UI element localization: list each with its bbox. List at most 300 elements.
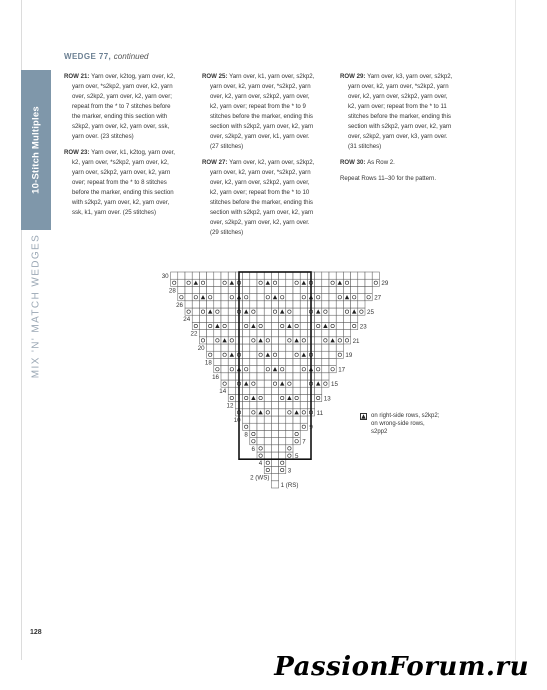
chart-cell [250,337,257,344]
row-text-line: over, k2, yarn over, s2kp2, yarn over, [348,93,448,100]
chart-cell [228,315,235,322]
chart-cell [279,423,286,430]
chart-cell [264,315,271,322]
row-text-line: section with s2kp2, yarn over, k2, yarn [210,209,314,216]
chart-cell [279,459,286,466]
chart-cell [257,286,264,293]
chart-cell [228,294,235,301]
chart-cell [250,330,257,337]
row-text-line: stitches before the marker, ending this [210,199,313,206]
row-label: ROW 25: [202,73,230,80]
chart-cell [243,286,250,293]
chart-cell [192,286,199,293]
chart-cell [250,409,257,416]
chart-cell [322,344,329,351]
chart-cell [286,351,293,358]
chart-cell [228,394,235,401]
chart-cell [264,337,271,344]
row-text-line: Yarn over, k2tog, yarn over, k2, [91,73,175,80]
chart-cell [279,438,286,445]
row-number-left: 18 [204,359,212,367]
row-number-left: 26 [176,301,183,309]
chart-cell [257,330,264,337]
chart-cell [264,301,271,308]
chart-cell [315,394,322,401]
instructions-column-2 [202,72,332,244]
chart-cell [315,358,322,365]
chart-cell [264,416,271,423]
chart-cell [286,409,293,416]
row-number-left: 30 [161,273,169,280]
chart-cell [264,394,271,401]
chart-cell [178,272,185,279]
chart-cell [293,416,300,423]
chart-cell [322,286,329,293]
chart-cell [250,380,257,387]
row-number-right: 9 [309,424,313,432]
chart-cell [271,337,278,344]
chart-cell [351,315,358,322]
chart-cell [257,272,264,279]
chart-cell [300,358,307,365]
chart-cell [264,322,271,329]
row-instruction [340,72,470,152]
chart-cell [264,294,271,301]
chart-cell [264,358,271,365]
row-text-line: (27 stitches) [210,143,244,150]
chart-cell [351,279,358,286]
row-text-line: s2kp2, yarn over, k2, yarn over, ssk, [72,123,170,130]
row-text-line: Yarn over, k2, yarn over, s2kp2, [229,159,315,166]
chart-cell [300,286,307,293]
chart-cell [221,330,228,337]
chart-cell [300,337,307,344]
chart-cell [264,286,271,293]
chart-cell [257,380,264,387]
chart-cell [271,445,278,452]
chart-cell [257,315,264,322]
chart-cell [286,423,293,430]
chart-cell [336,301,343,308]
wedge-continued: continued [113,52,149,61]
chart-cell [199,279,206,286]
row-text-line: over, s2kp2, yarn over, k2, yarn over. [210,219,310,226]
row-text-line: with s2kp2, yarn over, k2, yarn over, [72,199,170,206]
chart-cell [322,315,329,322]
chart-cell [286,358,293,365]
chart-cell [243,387,250,394]
chart-cell [243,330,250,337]
chart-cell [271,402,278,409]
chart-cell [214,337,221,344]
chart-cell [271,330,278,337]
chart-cell [322,380,329,387]
chart-cell [279,337,286,344]
row-instruction [64,148,194,218]
chart-cell [293,402,300,409]
chart-cell [264,380,271,387]
chart-cell [207,351,214,358]
chart-cell [315,344,322,351]
chart-cell [250,286,257,293]
chart-cell [221,286,228,293]
chart-cell [279,286,286,293]
chart-cell [293,286,300,293]
chart-cell [351,301,358,308]
chart-cell [358,272,365,279]
chart-cell [300,322,307,329]
chart-cell [315,315,322,322]
chart-cell [286,301,293,308]
row-text-line: yarn over, *s2kp2, yarn over, k2, yarn [72,83,173,90]
row-text-line: over, s2kp2, yarn over, k2, yarn over; [72,93,172,100]
row-number-right: 23 [359,323,367,331]
chart-cell [257,279,264,286]
chart-cell [293,394,300,401]
chart-cell [171,279,178,286]
chart-cell [336,286,343,293]
row-number-right: 13 [323,395,331,403]
chart-cell [336,315,343,322]
chart-cell [178,294,185,301]
chart-cell [351,322,358,329]
chart-cell [300,387,307,394]
row-number-right: 21 [352,337,360,345]
chart-cell [221,272,228,279]
chart-cell [358,286,365,293]
chart-cell [336,294,343,301]
chart-cell [199,272,206,279]
chart-cell [315,337,322,344]
chart-cell [199,286,206,293]
row-label: ROW 23: [64,149,92,156]
chart-cell [257,301,264,308]
chart-cell [315,330,322,337]
chart-cell [358,279,365,286]
chart-cell [343,272,350,279]
chart-cell [286,337,293,344]
chart-cell [279,452,286,459]
chart-cell [279,366,286,373]
row-number-right: 25 [367,309,374,316]
chart-cell [243,272,250,279]
chart-cell [250,315,257,322]
chart-cell [286,438,293,445]
row-number-left: 28 [168,287,176,295]
chart-cell [250,373,257,380]
row-number-right: 11 [316,409,324,417]
chart-cell [214,294,221,301]
chart-cell [315,373,322,380]
row-number-right: 27 [374,294,382,302]
row-number-left: 8 [244,431,248,439]
chart-cell [271,301,278,308]
chart-cell [329,358,336,365]
chart-cell [207,322,214,329]
wedge-heading [64,52,149,61]
chart-cell [271,380,278,387]
chart-cell [322,351,329,358]
chart-cell [293,315,300,322]
chart-cell [199,330,206,337]
chart-cell [343,279,350,286]
page-number: 128 [30,629,42,636]
chart-cell [279,394,286,401]
chart-cell [243,337,250,344]
chart-cell [264,466,271,473]
chart-cell [257,423,264,430]
chart-cell [228,337,235,344]
chart-cell [300,394,307,401]
row-instruction [340,174,470,184]
chart-cell [228,301,235,308]
chart-cell [300,380,307,387]
chart-cell [243,416,250,423]
chart-cell [343,322,350,329]
row-label: ROW 29: [340,73,368,80]
chart-cell [243,351,250,358]
chart-cell [214,344,221,351]
chart-cell [221,373,228,380]
chart-cell [279,373,286,380]
chart-cell [293,366,300,373]
chart-cell [271,308,278,315]
chart-cell [286,445,293,452]
chart-cell [199,308,206,315]
chapter-tab-label: 10-Stitch Multiples [30,106,42,194]
chart-cell [228,344,235,351]
row-number-right: 19 [345,352,353,360]
chart-cell [264,308,271,315]
chart-cell [279,466,286,473]
chart-cell [185,272,192,279]
chart-cell [257,322,264,329]
chart-cell [286,272,293,279]
chart-cell [257,366,264,373]
chart-cell [286,315,293,322]
chart-cell [264,438,271,445]
row-instruction [202,158,332,238]
chart-cell [221,301,228,308]
row-number-right: 1 (RS) [280,481,299,489]
chart-cell [264,452,271,459]
chart-cell [257,430,264,437]
row-text-line: repeat from the * to 7 stitches before [72,103,171,110]
chart-cell [293,279,300,286]
chart-cell [372,272,379,279]
row-number-left: 10 [233,417,241,424]
chart-cell [257,438,264,445]
chart-cell [264,430,271,437]
row-text-line: yarn over, s2kp2, yarn over, k2, yarn [72,169,171,176]
margin-rule [515,0,516,660]
chart-cell [329,315,336,322]
chart-cell [365,294,372,301]
chart-cell [250,294,257,301]
chart-cell [250,351,257,358]
chart-cell [322,294,329,301]
chart-cell [271,394,278,401]
row-number-left: 16 [212,373,219,381]
chart-cell [279,330,286,337]
row-text-line: over, k2, yarn over, s2kp2, yarn over, [210,93,310,100]
chart-cell [300,373,307,380]
chart-cell [315,322,322,329]
chart-cell [228,373,235,380]
row-text-line: Yarn over, k1, yarn over, s2kp2, [229,73,315,80]
chart-cell [365,272,372,279]
row-number-right: 7 [302,438,306,446]
chart-cell [279,351,286,358]
chart-cell [322,330,329,337]
chart-cell [322,366,329,373]
row-text-line: Yarn over, k3, yarn over, s2kp2, [367,73,453,80]
chart-cell [300,344,307,351]
chart-cell [286,380,293,387]
row-text-line: (31 stitches) [348,143,382,150]
chart-cell [257,387,264,394]
chart-cell [207,279,214,286]
chart-cell [315,351,322,358]
row-text-line: Yarn over, k1, k2tog, yarn over, [91,149,175,156]
chart-cell [286,286,293,293]
chart-cell [271,438,278,445]
row-text-line: the marker, ending this section with [72,113,168,120]
chart-cell [214,286,221,293]
row-text-line: k2, yarn over; repeat from the * to 11 [348,103,447,110]
chart-cell [365,279,372,286]
chart-cell [343,301,350,308]
chart-cell [286,373,293,380]
row-instruction [340,158,470,168]
chart-cell [243,279,250,286]
chart-cell [271,466,278,473]
chart-cell [329,322,336,329]
chart-cell [300,416,307,423]
chart-cell [329,279,336,286]
chart-cell [271,459,278,466]
chart-cell [214,272,221,279]
row-text-line: k2, yarn over; repeat from the * to 10 [210,189,310,196]
chart-cell [257,308,264,315]
chart-cell [214,315,221,322]
chart-cell [300,330,307,337]
chart-cell [264,330,271,337]
chart-cell [192,294,199,301]
row-text-line: over, k2, yarn over, s2kp2, yarn over, [210,179,310,186]
row-number-left: 24 [183,316,191,324]
chart-cell [228,366,235,373]
chart-cell [329,308,336,315]
chart-cell [250,430,257,437]
chart-cell [300,315,307,322]
chart-cell [300,402,307,409]
chart-cell [250,301,257,308]
chart-cell [271,315,278,322]
row-number-right: 5 [295,453,299,460]
chart-cell [228,286,235,293]
chart-cell [322,279,329,286]
chart-cell [271,272,278,279]
chart-cell [221,308,228,315]
chart-cell [214,358,221,365]
chart-cell [257,445,264,452]
chart-cell [336,308,343,315]
chart-cell [250,402,257,409]
chart-cell [315,301,322,308]
chart-cell [207,272,214,279]
chart-cell [286,279,293,286]
row-number-left: 12 [226,402,234,410]
chart-cell [300,294,307,301]
chart-cell [300,272,307,279]
chart-cell [221,322,228,329]
legend-text: on right-side rows, s2kp2; on wrong-side rows, s2pp2 [371,413,440,435]
chart-cell [185,308,192,315]
chart-cell [329,344,336,351]
chart-cell [322,373,329,380]
chart-cell [329,366,336,373]
chart-cell [221,315,228,322]
chart-cell [336,351,343,358]
chart-cell [228,272,235,279]
row-label: ROW 27: [202,159,230,166]
row-text-line: stitches before the marker, ending this [210,113,313,120]
chart-cell [264,272,271,279]
chart-cell [228,380,235,387]
chart-cell [329,286,336,293]
chart-cell [192,315,199,322]
row-text-line: yarn over. (23 stitches) [72,133,134,140]
chart-cell [178,279,185,286]
chart-cell [322,337,329,344]
chart-cell [257,394,264,401]
row-number-right: 15 [331,381,338,388]
chart-cell [257,351,264,358]
chart-cell [279,416,286,423]
chart-cell [271,322,278,329]
chart-cell [293,358,300,365]
chart-cell [271,344,278,351]
chart-cell [207,330,214,337]
chart-cell [343,337,350,344]
row-text-line: over; repeat from the * to 8 stitches [72,179,167,186]
chart-cell [286,344,293,351]
chart-cell [250,308,257,315]
chart-cell [264,409,271,416]
chart-cell [199,315,206,322]
chart-cell [207,301,214,308]
chart-cell [293,438,300,445]
chart-cell [286,294,293,301]
chart-cell [358,301,365,308]
chart-cell [192,301,199,308]
chart-cell [271,286,278,293]
chart-cell [293,387,300,394]
chart-cell [250,423,257,430]
row-number-left: 22 [190,330,198,338]
chart-cell [336,344,343,351]
chart-cell [221,294,228,301]
chart-cell [300,423,307,430]
knitting-chart [155,268,395,489]
chart-cell [264,445,271,452]
wedge-title: WEDGE 77, [64,52,112,61]
chart-cell [199,322,206,329]
chart-cell [243,315,250,322]
chart-cell [271,416,278,423]
chart-cell [250,387,257,394]
